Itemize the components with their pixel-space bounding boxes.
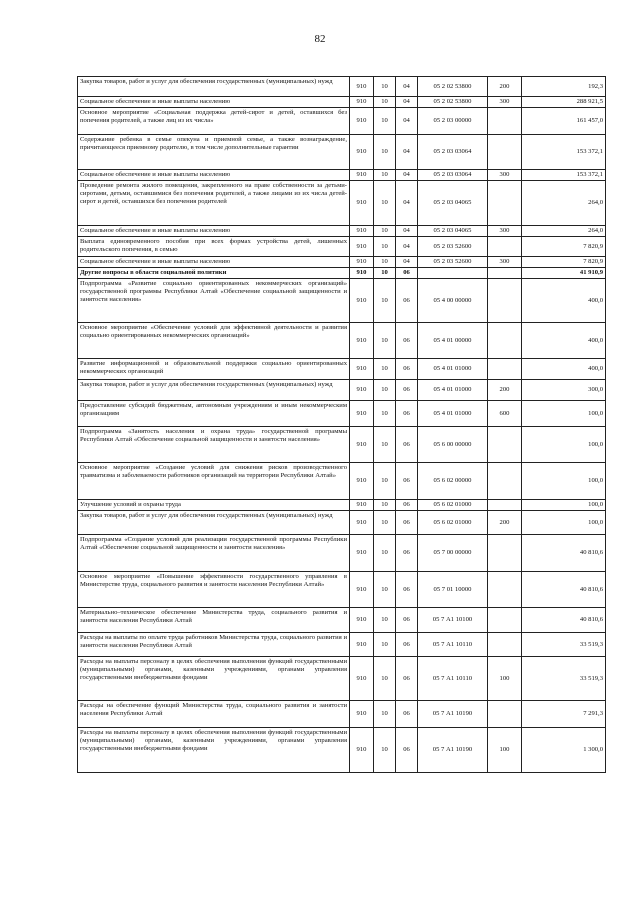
row-subsection-code: 06 — [396, 359, 418, 380]
row-ved-code: 910 — [350, 657, 374, 701]
row-section-code: 10 — [374, 279, 396, 323]
row-expense-type — [488, 463, 522, 500]
row-amount: 400,0 — [522, 279, 606, 323]
row-subsection-code: 06 — [396, 728, 418, 773]
row-amount: 100,0 — [522, 427, 606, 463]
row-ved-code: 910 — [350, 511, 374, 535]
row-name: Закупка товаров, работ и услуг для обеспечения государственных (муниципальных) нужд — [78, 77, 350, 97]
row-expense-type: 600 — [488, 401, 522, 427]
page-number: 82 — [314, 33, 326, 45]
row-name: Социальное обеспечение и иные выплаты населению — [78, 257, 350, 268]
row-amount: 400,0 — [522, 323, 606, 359]
row-subsection-code: 06 — [396, 268, 418, 279]
table-row — [78, 108, 606, 135]
row-target-article: 05 4 01 00000 — [418, 323, 488, 359]
row-name: Расходы на выплаты персоналу в целях обеспечения выполнения функций государственными (муниципальными) органами, казенными учреждениями, органами управления государственными внебюджетными фондами — [78, 728, 350, 773]
row-section-code: 10 — [374, 633, 396, 657]
row-amount: 40 810,6 — [522, 535, 606, 572]
row-expense-type: 100 — [488, 728, 522, 773]
row-amount: 7 820,9 — [522, 257, 606, 268]
row-amount: 288 921,5 — [522, 97, 606, 108]
row-target-article: 05 6 00 00000 — [418, 427, 488, 463]
row-expense-type — [488, 237, 522, 257]
row-subsection-code: 04 — [396, 170, 418, 181]
row-name: Основное мероприятие «Создание условий для снижения рисков производственного травматизма и заболеваемости работников организаций на территории Республики Алтай» — [78, 463, 350, 500]
row-subsection-code: 06 — [396, 535, 418, 572]
row-target-article: 05 2 03 52600 — [418, 237, 488, 257]
row-subsection-code: 06 — [396, 633, 418, 657]
row-expense-type: 200 — [488, 77, 522, 97]
row-ved-code: 910 — [350, 170, 374, 181]
row-name: Расходы на обеспечение функций Министерства труда, социального развития и занятости населения Республики Алтай — [78, 701, 350, 728]
row-amount: 153 372,1 — [522, 170, 606, 181]
row-expense-type: 300 — [488, 226, 522, 237]
row-expense-type: 300 — [488, 170, 522, 181]
row-target-article: 05 2 03 04065 — [418, 181, 488, 226]
row-expense-type — [488, 135, 522, 170]
row-ved-code: 910 — [350, 226, 374, 237]
row-name: Выплата единовременного пособия при всех формах устройства детей, лишенных родительского попечения, в семью — [78, 237, 350, 257]
row-name: Улучшение условий и охраны труда — [78, 500, 350, 511]
row-amount: 300,0 — [522, 380, 606, 401]
row-name: Материально–техническое обеспечение Министерства труда, социального развития и занятости населения Республики Алтай — [78, 608, 350, 633]
row-amount: 100,0 — [522, 500, 606, 511]
row-subsection-code: 06 — [396, 427, 418, 463]
row-ved-code: 910 — [350, 608, 374, 633]
row-expense-type — [488, 701, 522, 728]
row-expense-type — [488, 181, 522, 226]
row-expense-type — [488, 268, 522, 279]
table-row — [78, 359, 606, 380]
row-subsection-code: 06 — [396, 701, 418, 728]
row-expense-type — [488, 279, 522, 323]
table-row — [78, 257, 606, 268]
row-ved-code: 910 — [350, 572, 374, 608]
row-amount: 264,0 — [522, 226, 606, 237]
table-row — [78, 226, 606, 237]
row-section-code: 10 — [374, 181, 396, 226]
row-ved-code: 910 — [350, 181, 374, 226]
row-section-code: 10 — [374, 500, 396, 511]
row-name: Основное мероприятие «Социальная поддержка детей-сирот и детей, оставшихся без попечения родителей, а также лиц из их числа» — [78, 108, 350, 135]
row-section-code: 10 — [374, 170, 396, 181]
row-ved-code: 910 — [350, 500, 374, 511]
row-subsection-code: 06 — [396, 657, 418, 701]
row-section-code: 10 — [374, 226, 396, 237]
row-section-code: 10 — [374, 657, 396, 701]
row-name: Основное мероприятие «Повышение эффективности государственного управления в Министерстве труда, социального развития и занятости населения Республики Алтай» — [78, 572, 350, 608]
row-amount: 400,0 — [522, 359, 606, 380]
row-expense-type — [488, 108, 522, 135]
table-row — [78, 572, 606, 608]
row-amount: 41 910,9 — [522, 268, 606, 279]
row-amount: 100,0 — [522, 463, 606, 500]
table-row — [78, 511, 606, 535]
row-ved-code: 910 — [350, 728, 374, 773]
row-target-article: 05 2 03 52600 — [418, 257, 488, 268]
row-expense-type — [488, 323, 522, 359]
row-target-article: 05 2 03 03064 — [418, 135, 488, 170]
row-section-code: 10 — [374, 572, 396, 608]
row-name: Закупка товаров, работ и услуг для обеспечения государственных (муниципальных) нужд — [78, 380, 350, 401]
row-target-article: 05 6 02 00000 — [418, 463, 488, 500]
table-row — [78, 401, 606, 427]
row-section-code: 10 — [374, 237, 396, 257]
row-target-article: 05 7 А1 10110 — [418, 633, 488, 657]
row-name: Другие вопросы в области социальной политики — [78, 268, 350, 279]
table-row — [78, 170, 606, 181]
row-amount: 7 291,3 — [522, 701, 606, 728]
row-ved-code: 910 — [350, 257, 374, 268]
row-ved-code: 910 — [350, 701, 374, 728]
row-expense-type — [488, 633, 522, 657]
row-amount: 33 519,3 — [522, 633, 606, 657]
row-subsection-code: 06 — [396, 511, 418, 535]
table-row — [78, 500, 606, 511]
row-name: Расходы на выплаты персоналу в целях обеспечения выполнения функций государственными (муниципальными) органами, казенными учреждениями, органами управления государственными внебюджетными фондами — [78, 657, 350, 701]
row-expense-type: 200 — [488, 511, 522, 535]
row-ved-code: 910 — [350, 108, 374, 135]
table-row — [78, 323, 606, 359]
row-expense-type — [488, 572, 522, 608]
row-subsection-code: 04 — [396, 257, 418, 268]
row-expense-type — [488, 500, 522, 511]
row-name: Подпрограмма «Создание условий для реализации государственной программы Республики Алтай «Обеспечение социальной защищенности и занятости населения» — [78, 535, 350, 572]
row-name: Социальное обеспечение и иные выплаты населению — [78, 97, 350, 108]
row-name: Содержание ребенка в семье опекуна и приемной семье, а также вознаграждение, причитающееся приемному родителю, в том числе дополнительные гарантии — [78, 135, 350, 170]
row-expense-type — [488, 608, 522, 633]
table-row — [78, 268, 606, 279]
table-body — [78, 77, 606, 773]
row-target-article: 05 4 00 00000 — [418, 279, 488, 323]
row-section-code: 10 — [374, 268, 396, 279]
row-ved-code: 910 — [350, 535, 374, 572]
table-row — [78, 535, 606, 572]
row-amount: 1 300,0 — [522, 728, 606, 773]
row-section-code: 10 — [374, 535, 396, 572]
row-subsection-code: 04 — [396, 226, 418, 237]
row-subsection-code: 04 — [396, 97, 418, 108]
table-row — [78, 279, 606, 323]
table-row — [78, 657, 606, 701]
row-subsection-code: 06 — [396, 401, 418, 427]
row-target-article: 05 2 02 53800 — [418, 97, 488, 108]
row-ved-code: 910 — [350, 97, 374, 108]
row-section-code: 10 — [374, 97, 396, 108]
row-subsection-code: 06 — [396, 279, 418, 323]
row-name: Закупка товаров, работ и услуг для обеспечения государственных (муниципальных) нужд — [78, 511, 350, 535]
row-section-code: 10 — [374, 463, 396, 500]
row-target-article: 05 7 А1 10190 — [418, 728, 488, 773]
row-amount: 264,0 — [522, 181, 606, 226]
budget-table — [77, 76, 606, 773]
row-ved-code: 910 — [350, 463, 374, 500]
row-expense-type: 300 — [488, 97, 522, 108]
row-name: Социальное обеспечение и иные выплаты населению — [78, 226, 350, 237]
row-name: Предоставление субсидий бюджетным, автономным учреждениям и иным некоммерческим организациям — [78, 401, 350, 427]
row-target-article: 05 7 А1 10100 — [418, 608, 488, 633]
row-target-article: 05 7 01 10000 — [418, 572, 488, 608]
row-amount: 33 519,3 — [522, 657, 606, 701]
table-row — [78, 701, 606, 728]
row-amount: 161 457,0 — [522, 108, 606, 135]
row-target-article: 05 6 02 01000 — [418, 500, 488, 511]
row-target-article: 05 4 01 01000 — [418, 380, 488, 401]
table-row — [78, 463, 606, 500]
row-subsection-code: 06 — [396, 572, 418, 608]
row-section-code: 10 — [374, 359, 396, 380]
row-target-article — [418, 268, 488, 279]
row-subsection-code: 04 — [396, 237, 418, 257]
table-row — [78, 608, 606, 633]
row-amount: 40 810,6 — [522, 608, 606, 633]
row-subsection-code: 06 — [396, 608, 418, 633]
table-row — [78, 181, 606, 226]
row-ved-code: 910 — [350, 359, 374, 380]
row-ved-code: 910 — [350, 380, 374, 401]
row-expense-type — [488, 427, 522, 463]
row-ved-code: 910 — [350, 401, 374, 427]
row-ved-code: 910 — [350, 279, 374, 323]
row-expense-type: 300 — [488, 257, 522, 268]
row-expense-type: 100 — [488, 657, 522, 701]
table-row — [78, 633, 606, 657]
row-section-code: 10 — [374, 108, 396, 135]
table-row — [78, 728, 606, 773]
row-subsection-code: 04 — [396, 108, 418, 135]
row-name: Расходы на выплаты по оплате труда работников Министерства труда, социального развития и занятости населения Республики Алтай — [78, 633, 350, 657]
row-ved-code: 910 — [350, 135, 374, 170]
row-target-article: 05 7 А1 10110 — [418, 657, 488, 701]
row-section-code: 10 — [374, 401, 396, 427]
table-row — [78, 237, 606, 257]
row-amount: 192,3 — [522, 77, 606, 97]
row-section-code: 10 — [374, 257, 396, 268]
row-section-code: 10 — [374, 380, 396, 401]
row-target-article: 05 7 00 00000 — [418, 535, 488, 572]
row-amount: 153 372,1 — [522, 135, 606, 170]
row-amount: 100,0 — [522, 511, 606, 535]
row-target-article: 05 2 03 00000 — [418, 108, 488, 135]
row-name: Проведение ремонта жилого помещения, закрепленного на праве собственности за детьми-сиротами, детьми, оставшимися без попечения родителей, а также лицами из их числа детей-сирот и детей, оставшихся без попечения родителей — [78, 181, 350, 226]
row-subsection-code: 06 — [396, 500, 418, 511]
row-name: Социальное обеспечение и иные выплаты населению — [78, 170, 350, 181]
row-target-article: 05 6 02 01000 — [418, 511, 488, 535]
row-section-code: 10 — [374, 728, 396, 773]
row-section-code: 10 — [374, 323, 396, 359]
row-ved-code: 910 — [350, 237, 374, 257]
row-subsection-code: 06 — [396, 323, 418, 359]
row-expense-type — [488, 359, 522, 380]
row-subsection-code: 04 — [396, 135, 418, 170]
row-amount: 100,0 — [522, 401, 606, 427]
row-name: Основное мероприятие «Обеспечение условий для эффективной деятельности и развития социально ориентированных некоммерческих организаций» — [78, 323, 350, 359]
row-amount: 7 820,9 — [522, 237, 606, 257]
row-target-article: 05 7 А1 10190 — [418, 701, 488, 728]
row-name: Подпрограмма «Развитие социально ориентированных некоммерческих организаций» государственной программы Республики Алтай «Обеспечение социальной защищенности и занятости населения» — [78, 279, 350, 323]
row-amount: 40 810,6 — [522, 572, 606, 608]
row-ved-code: 910 — [350, 268, 374, 279]
row-section-code: 10 — [374, 701, 396, 728]
row-name: Подпрограмма «Занятость населения и охрана труда» государственной программы Республики Алтай «Обеспечение социальной защищенности и занятости населения» — [78, 427, 350, 463]
row-name: Развитие информационной и образовательной поддержки социально ориентированных некоммерческих организаций — [78, 359, 350, 380]
row-ved-code: 910 — [350, 427, 374, 463]
row-section-code: 10 — [374, 427, 396, 463]
row-ved-code: 910 — [350, 323, 374, 359]
row-ved-code: 910 — [350, 633, 374, 657]
table-row — [78, 380, 606, 401]
row-subsection-code: 06 — [396, 463, 418, 500]
row-subsection-code: 04 — [396, 181, 418, 226]
row-target-article: 05 2 03 03064 — [418, 170, 488, 181]
row-target-article: 05 2 03 04065 — [418, 226, 488, 237]
row-expense-type: 200 — [488, 380, 522, 401]
row-subsection-code: 04 — [396, 77, 418, 97]
row-section-code: 10 — [374, 511, 396, 535]
table-row — [78, 77, 606, 97]
row-section-code: 10 — [374, 77, 396, 97]
row-section-code: 10 — [374, 608, 396, 633]
row-target-article: 05 4 01 01000 — [418, 359, 488, 380]
row-target-article: 05 4 01 01000 — [418, 401, 488, 427]
table-row — [78, 427, 606, 463]
table-row — [78, 97, 606, 108]
row-section-code: 10 — [374, 135, 396, 170]
row-subsection-code: 06 — [396, 380, 418, 401]
row-target-article: 05 2 02 53800 — [418, 77, 488, 97]
row-expense-type — [488, 535, 522, 572]
row-ved-code: 910 — [350, 77, 374, 97]
table-row — [78, 135, 606, 170]
